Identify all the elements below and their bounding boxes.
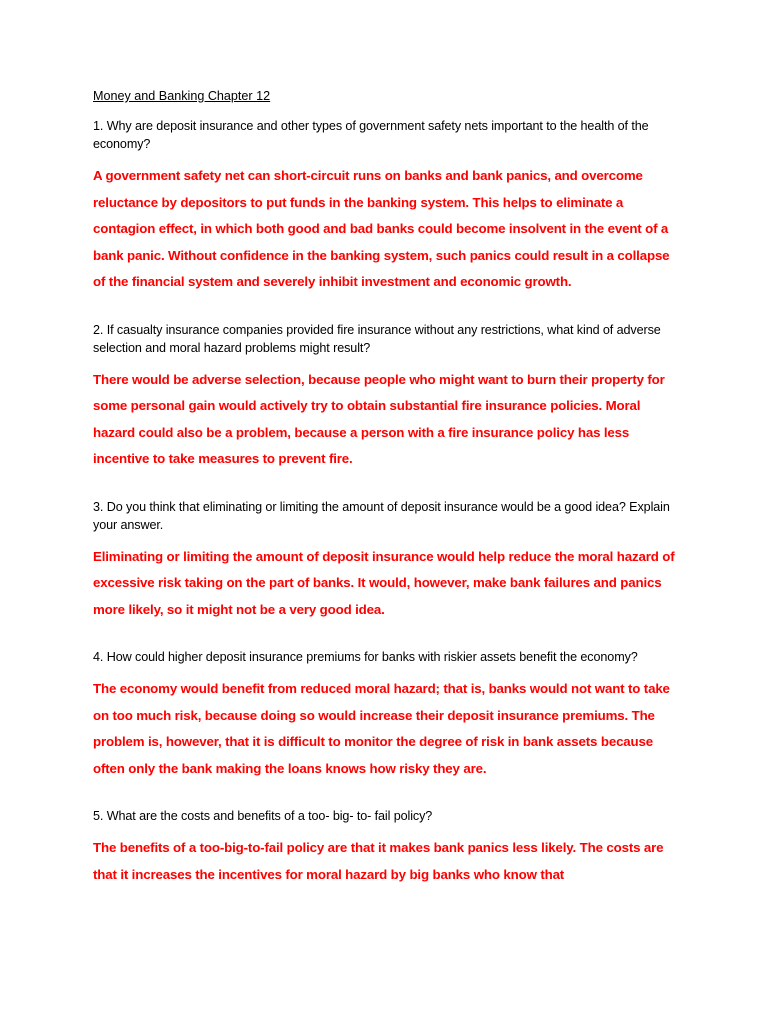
- answer-4: The economy would benefit from reduced moral hazard; that is, banks would not want to take on too much risk, because doing so would increase their deposit insurance premiums. The problem is, however, that it is difficult to monitor the degree of risk in bank assets because often only the bank making the loans knows how risky they are.: [93, 681, 670, 776]
- question-4: 4. How could higher deposit insurance premiums for banks with riskier assets benefit the economy?: [93, 650, 638, 664]
- qa-block-5: [93, 807, 683, 888]
- qa-block-1: [93, 117, 683, 296]
- answer-5: The benefits of a too-big-to-fail policy are that it makes bank panics less likely. The costs are that it increases the incentives for moral hazard by big banks who know that: [93, 840, 664, 882]
- question-3: 3. Do you think that eliminating or limiting the amount of deposit insurance would be a good idea? Explain your answer.: [93, 499, 670, 532]
- qa-block-3: [93, 498, 683, 624]
- answer-3: Eliminating or limiting the amount of deposit insurance would help reduce the moral hazard of excessive risk taking on the part of banks. It would, however, make bank failures and panics more likely, so it might not be a very good idea.: [93, 548, 675, 617]
- answer-2: There would be adverse selection, because people who might want to burn their property for some personal gain would actively try to obtain substantial fire insurance policies. Moral hazard could also be a problem, because a person with a fire insurance policy has less incentive to take measures to prevent fire.: [93, 371, 665, 466]
- question-1: 1. Why are deposit insurance and other types of government safety nets important to the health of the economy?: [93, 119, 649, 151]
- qa-block-2: [93, 321, 683, 473]
- document-title: Money and Banking Chapter 12: [93, 89, 271, 103]
- question-5: 5. What are the costs and benefits of a too- big- to- fail policy?: [93, 809, 433, 823]
- answer-1: A government safety net can short-circuit runs on banks and bank panics, and overcome reluctance by depositors to put funds in the banking system. This helps to eliminate a contagion effect, in which both good and bad banks could become insolvent in the event of a bank panic. Without confidence in the banking system, such panics could result in a collapse of the financial system and severely inhibit investment and economic growth.: [93, 168, 670, 289]
- qa-block-4: [93, 648, 683, 782]
- question-2: 2. If casualty insurance companies provided fire insurance without any restrictions, what kind of adverse selection and moral hazard problems might result?: [93, 322, 661, 355]
- document-page: [93, 86, 683, 888]
